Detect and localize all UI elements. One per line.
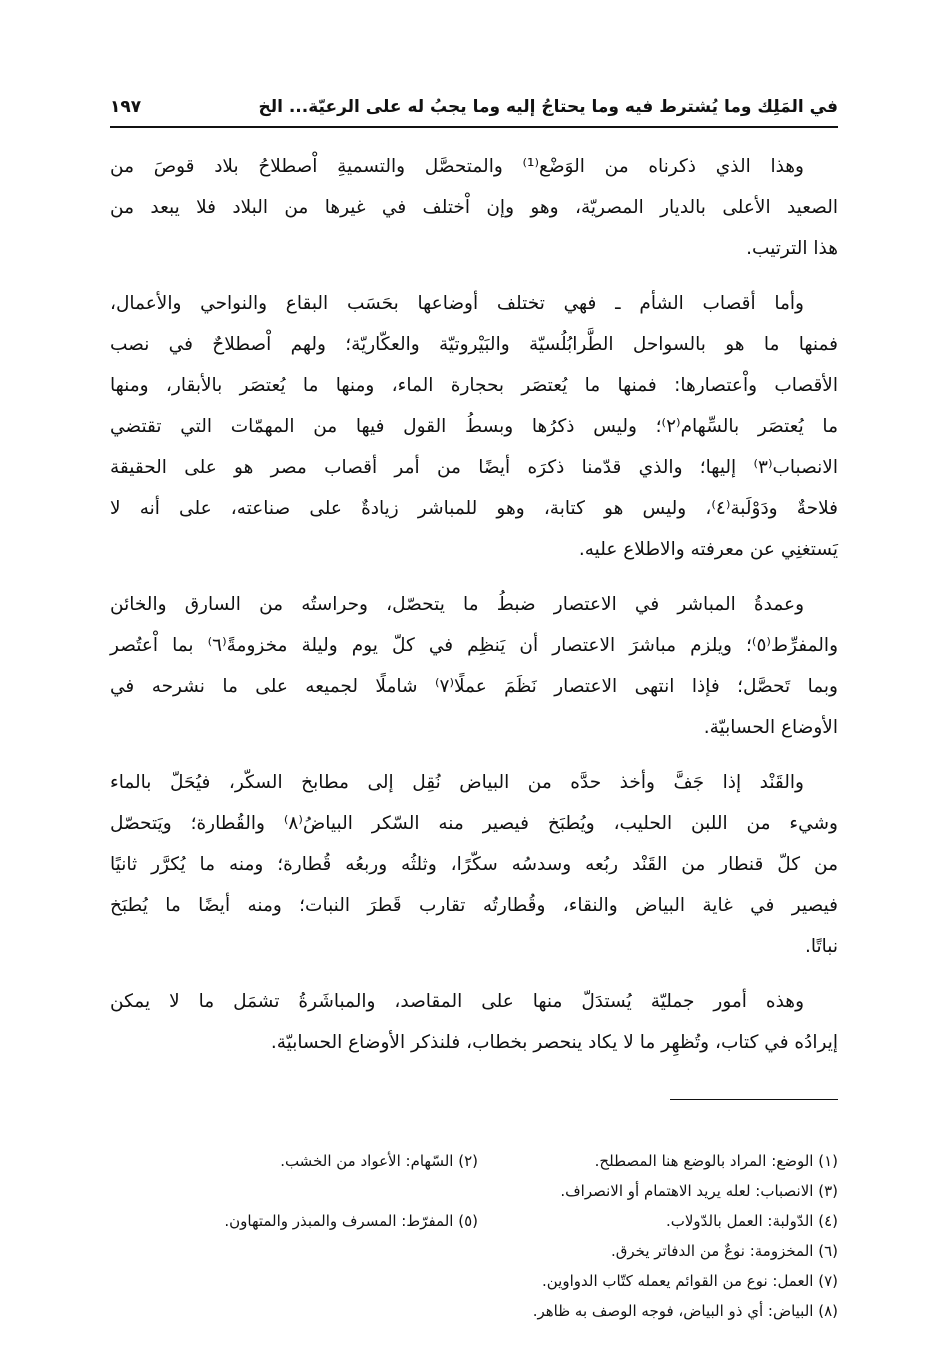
text-line: من كلّ قنطار من القَنْد ربُعه وسدسُه سكّرًا، وثلثُه وربعُه قُطارة؛ ومنه ما يُكرَّر ثانيًا <box>110 854 838 875</box>
text-line: هذا الترتيب. <box>746 238 838 259</box>
footnotes <box>110 1146 838 1326</box>
paragraph <box>110 146 838 269</box>
text-line: ما يُعتصَر بالسِّهام⁽٢⁾؛ وليس ذكرُها وبسطُ القول فيها من المهمّات التي تقتضي <box>110 416 838 437</box>
footnote-row <box>110 1176 838 1206</box>
text-line: والمفرِّط⁽٥⁾؛ ويلزم مباشرَ الاعتصار أن يَنظِم في كلّ يوم وليلة مخزومةً⁽٦⁾ بما اْعتُصر <box>110 635 838 656</box>
text-line: وعمدةُ المباشر في الاعتصار ضبطُ ما يتحصّل، وحراستُه من السارق والخائن <box>110 594 804 615</box>
paragraph <box>110 981 838 1063</box>
paragraph <box>110 283 838 570</box>
header-rule <box>110 126 838 128</box>
footnote: (٦) المخزومة: نوعٌ من الدفاتر يخرق. <box>610 1242 838 1260</box>
text-line: الأقصاب واْعتصارها: فمنها ما يُعتصَر بحجارة الماء، ومنها ما يُعتصَر بالأبقار، ومنها <box>110 375 838 396</box>
paragraph <box>110 762 838 967</box>
footnote: (٣) الانصباب: لعله يريد الاهتمام أو الانصراف. <box>560 1182 838 1200</box>
text-line: والقَنْد إذا جَفَّ وأخذ حدَّه من البياض نُقِل إلى مطابخ السكّر، فيُحَلّ بالماء <box>110 772 804 793</box>
text-line: إيرادُه في كتاب، وتُظهِر ما لا يكاد ينحصر بخطاب، فلنذكر الأوضاع الحسابيّة. <box>270 1032 838 1053</box>
footnote-row <box>110 1206 838 1236</box>
text-line: الانصباب⁽٣⁾ إليها؛ والذي قدّمنا ذكرَه أيضًا من أمر أقصاب مصر هو على الحقيقة <box>110 457 838 478</box>
footnote-row <box>110 1236 838 1266</box>
text-line: الأوضاع الحسابيّة. <box>703 717 838 738</box>
text-line: وشيء من اللبن الحليب، ويُطبَخ فيصير منه السّكر البياضُ⁽٨⁾ والقُطارة؛ ويَتحصّل <box>110 813 838 834</box>
footnote: (١) الوضع: المراد بالوضع هنا المصطلح. <box>594 1152 838 1170</box>
footnote: (٤) الدّولبة: العمل بالدّولاب. <box>665 1212 838 1230</box>
main-text <box>110 146 838 1077</box>
footnote: (٨) البياض: أي ذو البياض، فوجه الوصف به ظاهر. <box>532 1302 838 1320</box>
page-number: ١٩٧ <box>110 97 142 117</box>
text-line: وبما تَحصَّل؛ فإذا انتهى الاعتصار نَظَمَ عملًا⁽٧⁾ شاملًا لجميعه على ما نشرحه في <box>110 676 838 697</box>
text-line: فلاحةٌ ودَوْلَبة⁽٤⁾، وليس هو كتابة، وهو للمباشر زيادةٌ على صناعته، على أنه لا <box>110 498 838 519</box>
text-line: فمنها ما هو بالسواحل الطَّرابُلُسيّة والبَيْروتيّة والعكّاريّة؛ ولهم اْصطلاحٌ في نصب <box>110 334 838 355</box>
text-line: وأما أقصاب الشأم ـ فهي تختلف أوضاعها بحَسَب البقاع والنواحي والأعمال، <box>110 293 804 314</box>
footnote: (٧) العمل: نوع من القوائم يعمله كتّاب الدواوين. <box>541 1272 838 1290</box>
running-title: في المَلِك وما يُشترط فيه وما يحتاجُ إليه وما يجبُ له على الرعيّة... الخ <box>258 97 838 117</box>
text-line: يَستغنِي عن معرفته والاطلاع عليه. <box>578 539 838 560</box>
paragraph <box>110 584 838 748</box>
footnote: (٢) السّهام: الأعواد من الخشب. <box>280 1152 478 1170</box>
footnote-separator <box>670 1099 838 1100</box>
running-header <box>110 92 838 122</box>
footnote-row <box>110 1266 838 1296</box>
text-line: فيصير في غاية البياض والنقاء، وقُطارتُه تقارب قَطرَ النبات؛ ومنه أيضًا ما يُطبَخ <box>110 895 838 916</box>
text-line: الصعيد الأعلى بالديار المصريّة، وهو وإن اْختلف في غيرها من البلاد فلا يبعد من <box>110 197 838 218</box>
text-line: نباتًا. <box>804 936 838 957</box>
footnote-row <box>110 1146 838 1176</box>
text-line: وهذه أمور جمليّة يُستدَلّ منها على المقاصد، والمباشَرةُ تشمَل ما لا يمكن <box>110 991 804 1012</box>
footnote: (٥) المفرّط: المسرف والمبذر والمتهاون. <box>224 1212 478 1230</box>
text-line: وهذا الذي ذكرناه من الوَضْع⁽¹⁾ والمتحصَّل والتسميةِ اْصطلاحُ بلاد قوصَ من <box>110 156 804 177</box>
footnote-row <box>110 1296 838 1326</box>
